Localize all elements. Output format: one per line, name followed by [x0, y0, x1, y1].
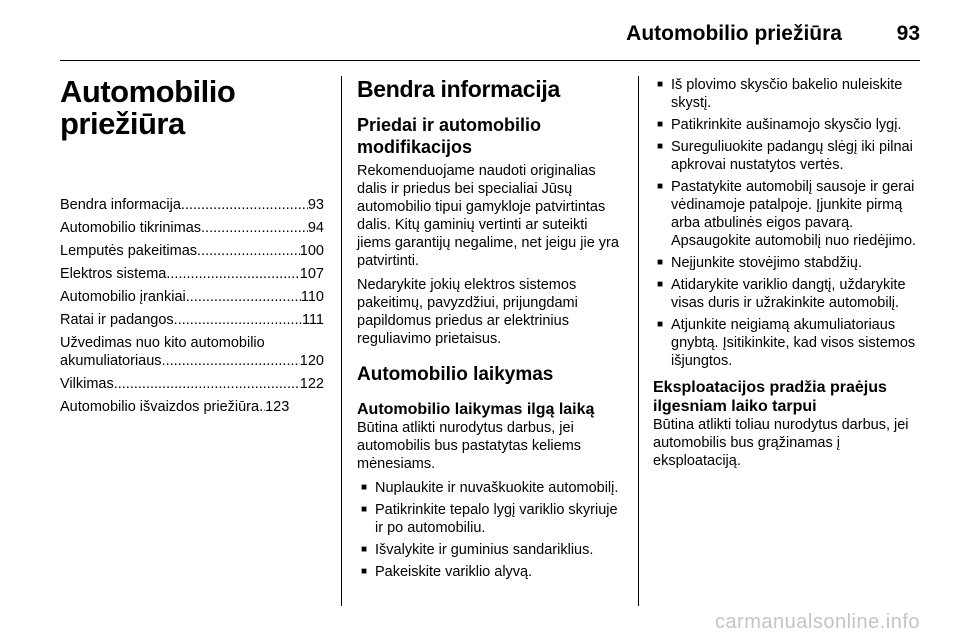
bullet-list: [653, 76, 923, 370]
toc-label: Automobilio išvaizdos priežiūra: [60, 399, 260, 415]
content-column: [653, 76, 923, 476]
watermark: carmanualsonline.info: [714, 611, 920, 633]
toc-leader: [166, 265, 299, 283]
paragraph: Būtina atlikti nurodytus darbus, jei automobilis bus pastatytas keliems mėnesiams.: [357, 420, 582, 472]
toc-page: 107: [299, 266, 324, 282]
toc-page: 100: [299, 243, 324, 259]
list-item: ■ Patikrinkite tepalo lygį variklio skyriuje ir po automobiliu.: [357, 501, 623, 537]
subsection-title: Automobilio laikymas ilgą laiką: [357, 401, 595, 418]
page-header: [0, 0, 960, 62]
list-item: ■ Atidarykite variklio dangtį, uždarykite visas duris ir užrakinkite automobilį.: [653, 276, 923, 312]
list-item: ■ Sureguliuokite padangų slėgį iki pilnai apkrovai nustatytos vertės.: [653, 138, 923, 174]
toc-page: 123: [265, 399, 290, 415]
toc-label: Elektros sistema: [60, 266, 167, 282]
chapter-title-line: Automobilio: [60, 74, 236, 109]
toc-page: 94: [307, 220, 324, 236]
table-of-contents: [60, 196, 324, 416]
toc-entry[interactable]: [60, 398, 324, 416]
paragraph: Būtina atlikti toliau nurodytus darbus, jei automobilis bus grąžinamas į eksploataciją.: [653, 417, 909, 469]
toc-leader: [114, 375, 300, 393]
toc-entry[interactable]: [60, 196, 324, 214]
toc-entry[interactable]: [60, 219, 324, 237]
toc-label: akumuliatoriaus: [60, 353, 162, 369]
toc-page: 110: [300, 289, 324, 305]
toc-page: 122: [299, 376, 324, 392]
toc-entry[interactable]: [60, 375, 324, 393]
header-title: Automobilio priežiūra: [626, 22, 842, 45]
list-item: ■ Išvalykite ir guminius sandariklius.: [357, 541, 623, 559]
toc-leader: [186, 288, 301, 306]
toc-label: Bendra informacija: [60, 197, 181, 213]
list-item: ■ Atjunkite neigiamą akumuliatoriaus gnybtą. Įsitikinkite, kad visos sistemos išjungtos.: [653, 316, 923, 370]
list-item: ■ Nuplaukite ir nuvaškuokite automobilį.: [357, 479, 623, 497]
toc-label: Užvedimas nuo kito automobilio: [60, 335, 265, 351]
list-item: ■ Iš plovimo skysčio bakelio nuleiskite skystį.: [653, 76, 923, 112]
toc-leader: [181, 196, 308, 214]
subsection-title: Priedai ir automobilio modifikacijos: [357, 115, 542, 157]
list-item: ■ Pastatykite automobilį sausoje ir gerai vėdinamoje patalpoje. Įjunkite pirmą arba atbulinės eigos pavarą. Apsaugokite automobilį nuo riedėjimo.: [653, 178, 923, 250]
toc-entry[interactable]: [60, 311, 324, 329]
content-column: [357, 76, 623, 589]
toc-page: 111: [301, 312, 324, 328]
chapter-column: [60, 76, 324, 421]
toc-label: Vilkimas: [60, 376, 114, 392]
chapter-title-line: priežiūra: [60, 106, 185, 141]
list-item: ■ Patikrinkite aušinamojo skysčio lygį.: [653, 116, 923, 134]
section-title: Automobilio laikymas: [357, 364, 554, 385]
bullet-list: [357, 479, 623, 581]
paragraph: Rekomenduojame naudoti originalias dalis ir priedus bei specialiai Jūsų automobilio tipui gamykloje patvirtintas dalis. Kitų gaminių vertinti ar suteikti jiems garantijų negalime, net jeigu jie yra patvirtinti.: [357, 163, 619, 269]
list-item: ■ Pakeiskite variklio alyvą.: [357, 563, 623, 581]
toc-leader: [174, 311, 302, 329]
toc-entry[interactable]: [60, 265, 324, 283]
chapter-title: [60, 76, 324, 140]
column-divider: [341, 76, 342, 606]
subsection-title: Eksploatacijos pradžia praėjus ilgesniam laiko tarpui: [653, 379, 887, 415]
toc-label: Ratai ir padangos: [60, 312, 174, 328]
column-divider: [638, 76, 639, 606]
toc-page: 120: [299, 353, 324, 369]
toc-leader: [162, 352, 300, 370]
toc-page: 93: [307, 197, 324, 213]
toc-entry[interactable]: [60, 288, 324, 306]
toc-leader: [197, 242, 300, 260]
list-item: ■ Neįjunkite stovėjimo stabdžių.: [653, 254, 923, 272]
toc-entry[interactable]: [60, 242, 324, 260]
section-title: Bendra informacija: [357, 76, 560, 102]
toc-label: Lemputės pakeitimas: [60, 243, 198, 259]
toc-label: Automobilio tikrinimas: [60, 220, 202, 236]
toc-leader: [201, 219, 308, 237]
header-rule: [60, 60, 920, 61]
page-number: 93: [896, 22, 920, 45]
paragraph: Nedarykite jokių elektros sistemos pakeitimų, pavyzdžiui, prijungdami papildomus priedus ar elektrinius reguliavimo prietaisus.: [357, 277, 578, 347]
toc-entry[interactable]: [60, 334, 324, 370]
toc-label: Automobilio įrankiai: [60, 289, 186, 305]
